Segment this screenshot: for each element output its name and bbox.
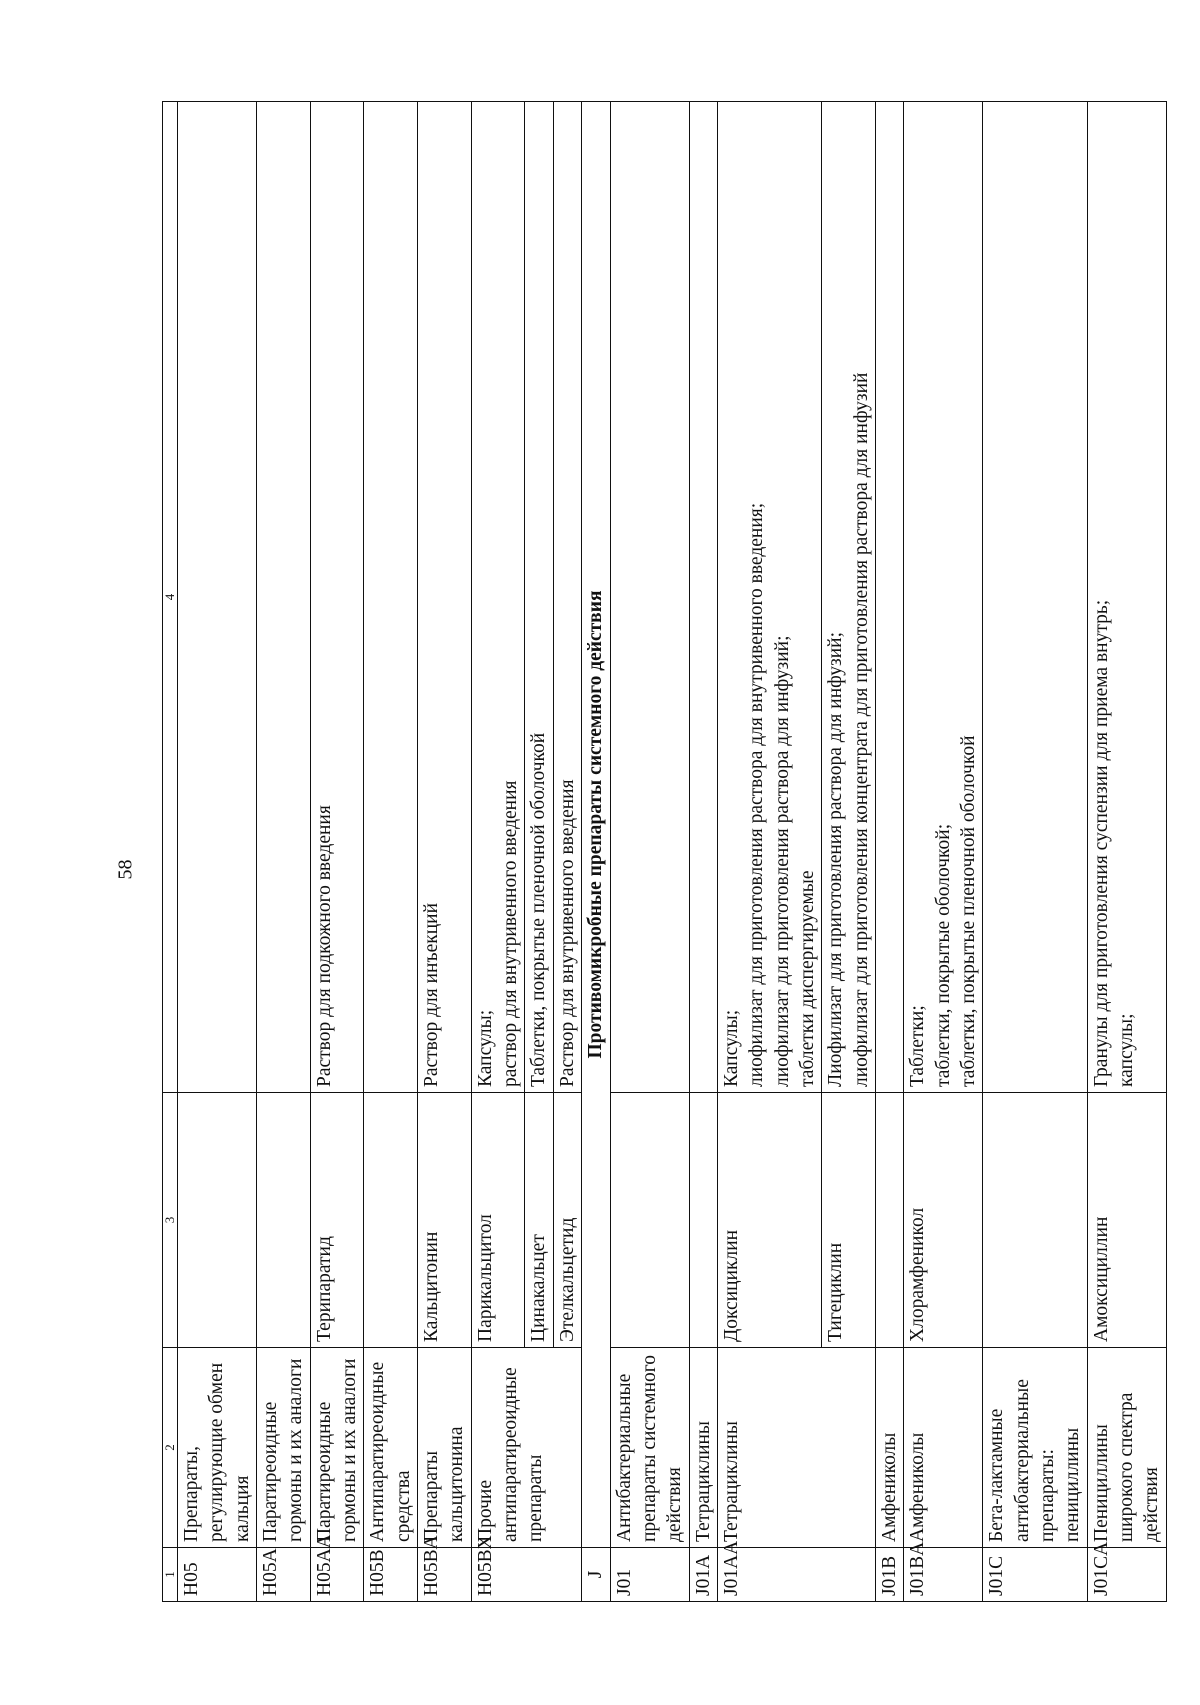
- dosage-form: Раствор для подкожного введения: [310, 102, 364, 1093]
- dosage-form: Таблетки, покрытые пленочной оболочкой: [525, 102, 553, 1093]
- table-row: [310, 102, 364, 1602]
- group-name: Амфениколы: [875, 1348, 903, 1548]
- header-col-3: 3: [163, 1093, 178, 1348]
- table-row: [689, 102, 717, 1602]
- medication-table: [162, 101, 1167, 1602]
- table-row: [1087, 102, 1166, 1602]
- header-row: [163, 102, 178, 1602]
- header-col-1: 1: [163, 1548, 178, 1602]
- table-row: [904, 102, 983, 1602]
- atc-code: J: [582, 1548, 610, 1602]
- atc-code: J01BA: [904, 1548, 983, 1602]
- drug-name: Цинакальцет: [525, 1093, 553, 1348]
- group-name: Пенициллины широкого спектра действия: [1087, 1348, 1166, 1548]
- dosage-form-line: таблетки диспергируемые: [796, 870, 818, 1087]
- dosage-form: [364, 102, 418, 1093]
- dosage-form-line: Капсулы;: [720, 1009, 742, 1087]
- dosage-form: [983, 102, 1087, 1093]
- group-name: Препараты кальцитонина: [418, 1348, 472, 1548]
- drug-name: [689, 1093, 717, 1348]
- dosage-form: [610, 102, 689, 1093]
- dosage-form-line: лиофилизат для приготовления раствора для внутривенного введения;: [746, 502, 768, 1087]
- atc-code: H05BA: [418, 1548, 472, 1602]
- dosage-form: [875, 102, 903, 1093]
- drug-name: [610, 1093, 689, 1348]
- atc-code: J01CA: [1087, 1548, 1166, 1602]
- dosage-form: Раствор для внутривенного введения: [553, 102, 581, 1093]
- atc-code: J01B: [875, 1548, 903, 1602]
- page-number: 58: [114, 859, 137, 880]
- group-name: Антипаратиреоидные средства: [364, 1348, 418, 1548]
- drug-name: [364, 1093, 418, 1348]
- header-col-2: 2: [163, 1348, 178, 1548]
- drug-name: [983, 1093, 1087, 1348]
- group-name: Амфениколы: [904, 1348, 983, 1548]
- group-name: Прочие антипаратиреоидные препараты: [471, 1348, 581, 1548]
- atc-code: H05: [178, 1548, 257, 1602]
- dosage-form-line: лиофилизат для приготовления раствора для инфузий;: [771, 635, 793, 1087]
- group-name: Препараты, регулирующие обмен кальция: [178, 1348, 257, 1548]
- drug-name: Терипаратид: [310, 1093, 364, 1348]
- group-name: Бета-лактамные антибактериальные препараты: пенициллины: [983, 1348, 1087, 1548]
- dosage-form-line: Капсулы;: [474, 1009, 496, 1087]
- atc-code: H05B: [364, 1548, 418, 1602]
- dosage-form: [257, 102, 311, 1093]
- group-name: Паратиреоидные гормоны и их аналоги: [257, 1348, 311, 1548]
- dosage-form-line: лиофилизат для приготовления концентрата для приготовления раствора для инфузий: [850, 372, 872, 1087]
- drug-name: Хлорамфеникол: [904, 1093, 983, 1348]
- section-row: [582, 102, 610, 1602]
- drug-name: Доксициклин: [717, 1093, 821, 1348]
- table-row: [364, 102, 418, 1602]
- drug-name: Тигециклин: [822, 1093, 876, 1348]
- atc-code: J01A: [689, 1548, 717, 1602]
- atc-code: H05AA: [310, 1548, 364, 1602]
- table-row: [257, 102, 311, 1602]
- table-row: [418, 102, 472, 1602]
- atc-code: H05BX: [471, 1548, 581, 1602]
- atc-code: J01: [610, 1548, 689, 1602]
- dosage-form: [904, 102, 983, 1093]
- section-title: Противомикробные препараты системного действия: [582, 102, 610, 1548]
- table-row: [717, 102, 821, 1602]
- group-name: Паратиреоидные гормоны и их аналоги: [310, 1348, 364, 1548]
- drug-name: [178, 1093, 257, 1348]
- drug-name: [875, 1093, 903, 1348]
- drug-name: Кальцитонин: [418, 1093, 472, 1348]
- group-name: Тетрациклины: [689, 1348, 717, 1548]
- table-row: [471, 102, 525, 1602]
- dosage-form: [717, 102, 821, 1093]
- dosage-form: [822, 102, 876, 1093]
- dosage-form-line: Гранулы для приготовления суспензии для приема внутрь;: [1090, 599, 1112, 1087]
- drug-name: Парикальцитол: [471, 1093, 525, 1348]
- atc-code: J01AA: [717, 1548, 875, 1602]
- table-row: [875, 102, 903, 1602]
- drug-name: Этелкальцетид: [553, 1093, 581, 1348]
- dosage-form-line: Лиофилизат для приготовления раствора для инфузий;: [825, 631, 847, 1087]
- dosage-form: [1087, 102, 1166, 1093]
- drug-name: [257, 1093, 311, 1348]
- dosage-form-line: таблетки, покрытые оболочкой;: [932, 823, 954, 1087]
- rotated-table-container: [162, 102, 1200, 1602]
- drug-name: Амоксициллин: [1087, 1093, 1166, 1348]
- table-row: [610, 102, 689, 1602]
- dosage-form-line: Таблетки;: [907, 1005, 929, 1087]
- table-row: [178, 102, 257, 1602]
- atc-code: H05A: [257, 1548, 311, 1602]
- group-name: Тетрациклины: [717, 1348, 875, 1548]
- atc-code: J01C: [983, 1548, 1087, 1602]
- header-col-4: 4: [163, 102, 178, 1093]
- table-row: [983, 102, 1087, 1602]
- dosage-form-line: таблетки, покрытые пленочной оболочкой: [957, 735, 979, 1087]
- dosage-form: Раствор для инъекций: [418, 102, 472, 1093]
- dosage-form: [178, 102, 257, 1093]
- dosage-form: [689, 102, 717, 1093]
- dosage-form-line: раствор для внутривенного введения: [500, 780, 522, 1087]
- dosage-form: [471, 102, 525, 1093]
- group-name: Антибактериальные препараты системного действия: [610, 1348, 689, 1548]
- dosage-form-line: капсулы;: [1116, 1013, 1138, 1087]
